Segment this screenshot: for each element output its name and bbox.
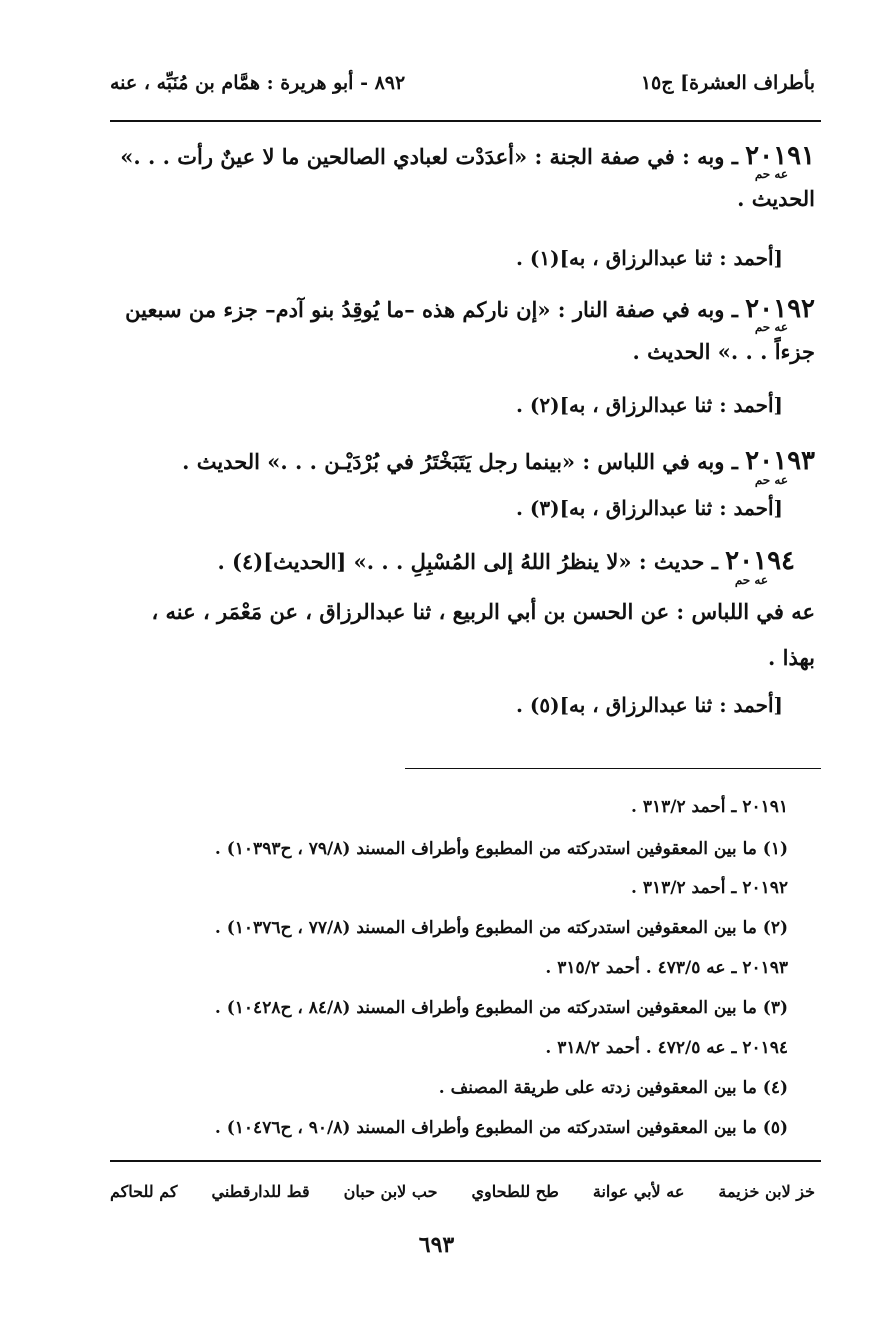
header-volume: بأطراف العشرة] ج١٥ xyxy=(640,72,815,94)
source-sigla: عه حم xyxy=(754,320,788,334)
hadith-entry xyxy=(110,440,815,483)
footnote: (١) ما بين المعقوفين استدركته من المطبوع وأطراف المسند (٧٩/٨ ، ح١٠٣٩٣) . xyxy=(214,839,788,859)
legend-item: طح للطحاوي xyxy=(471,1181,559,1201)
hadith-reference: [أحمد : ثنا عبدالرزاق ، به](٢) . xyxy=(515,393,783,417)
hadith-reference: [أحمد : ثنا عبدالرزاق ، به](٣) . xyxy=(515,496,783,520)
running-header xyxy=(110,66,815,100)
hadith-paragraph: عه في اللباس : عن الحسن بن أبي الربيع ، ثنا عبدالرزاق ، عن مَعْمَر ، عنه ، xyxy=(151,599,815,624)
legend-rule xyxy=(110,1160,821,1162)
footnote: ٢٠١٩٣ ـ عه ٤٧٣/٥ . أحمد ٣١٥/٢ . xyxy=(545,958,788,978)
legend-item: كم للحاكم xyxy=(110,1181,178,1201)
footnote-rule xyxy=(405,768,821,769)
footnote: ٢٠١٩٢ ـ أحمد ٣١٣/٢ . xyxy=(631,878,788,898)
source-sigla: عه حم xyxy=(734,573,768,587)
footnote: ٢٠١٩٤ ـ عه ٤٧٢/٥ . أحمد ٣١٨/٢ . xyxy=(545,1038,788,1058)
hadith-entry xyxy=(110,540,815,679)
footnote: (٤) ما بين المعقوفين زدته على طريقة المصنف . xyxy=(438,1078,788,1098)
hadith-reference: [أحمد : ثنا عبدالرزاق ، به](١) . xyxy=(515,246,783,270)
hadith-text: ـ وبه في اللباس : «بينما رجل يَتَبَخْتَرُ في بُرْدَيْـن . . .» الحديث . xyxy=(182,449,738,474)
source-sigla: عه حم xyxy=(754,167,788,181)
hadith-number: ٢٠١٩٤ xyxy=(725,546,795,576)
footnote: (٥) ما بين المعقوفين استدركته من المطبوع وأطراف المسند (٩٠/٨ ، ح١٠٤٧٦) . xyxy=(214,1118,788,1138)
legend-item: قط للدارقطني xyxy=(211,1181,310,1201)
hadith-paragraph-continued: بهذا . xyxy=(767,645,815,670)
hadith-text: ـ وبه : في صفة الجنة : «أعدَدْت لعبادي الصالحين ما لا عينٌ رأت . . .» xyxy=(120,144,738,169)
hadith-number: ٢٠١٩٣ xyxy=(745,446,815,476)
legend-item: حب لابن حبان xyxy=(343,1181,438,1201)
hadith-number: ٢٠١٩٢ xyxy=(745,294,815,324)
sigla-legend xyxy=(110,1176,815,1206)
source-sigla: عه حم xyxy=(754,473,788,487)
hadith-text: ـ حديث : «لا ينظرُ اللهُ إلى المُسْبِلِ . . .» [الحديث](٤) . xyxy=(217,549,718,574)
hadith-text-continued: الحديث . xyxy=(737,186,815,211)
footnote: (٣) ما بين المعقوفين استدركته من المطبوع وأطراف المسند (٨٤/٨ ، ح١٠٤٢٨) . xyxy=(214,998,788,1018)
hadith-entry xyxy=(110,288,815,373)
footnote: (٢) ما بين المعقوفين استدركته من المطبوع وأطراف المسند (٧٧/٨ ، ح١٠٣٧٦) . xyxy=(214,918,788,938)
hadith-number: ٢٠١٩١ xyxy=(745,141,815,171)
page-number: ٦٩٣ xyxy=(418,1232,455,1258)
header-rule xyxy=(110,120,821,122)
hadith-text-continued: جزءاً . . .» الحديث . xyxy=(632,339,815,364)
hadith-entry xyxy=(110,135,815,220)
legend-item: عه لأبي عوانة xyxy=(592,1181,685,1201)
hadith-reference: [أحمد : ثنا عبدالرزاق ، به](٥) . xyxy=(515,693,783,717)
legend-item: خز لابن خزيمة xyxy=(718,1181,815,1201)
footnote: ٢٠١٩١ ـ أحمد ٣١٣/٢ . xyxy=(631,797,788,817)
header-chapter: ٨٩٢ - أبو هريرة : همَّام بن مُنَبِّه ، عنه xyxy=(110,72,406,94)
hadith-text: ـ وبه في صفة النار : «إن ناركم هذه –ما يُوقِدُ بنو آدم– جزء من سبعين xyxy=(125,297,738,322)
